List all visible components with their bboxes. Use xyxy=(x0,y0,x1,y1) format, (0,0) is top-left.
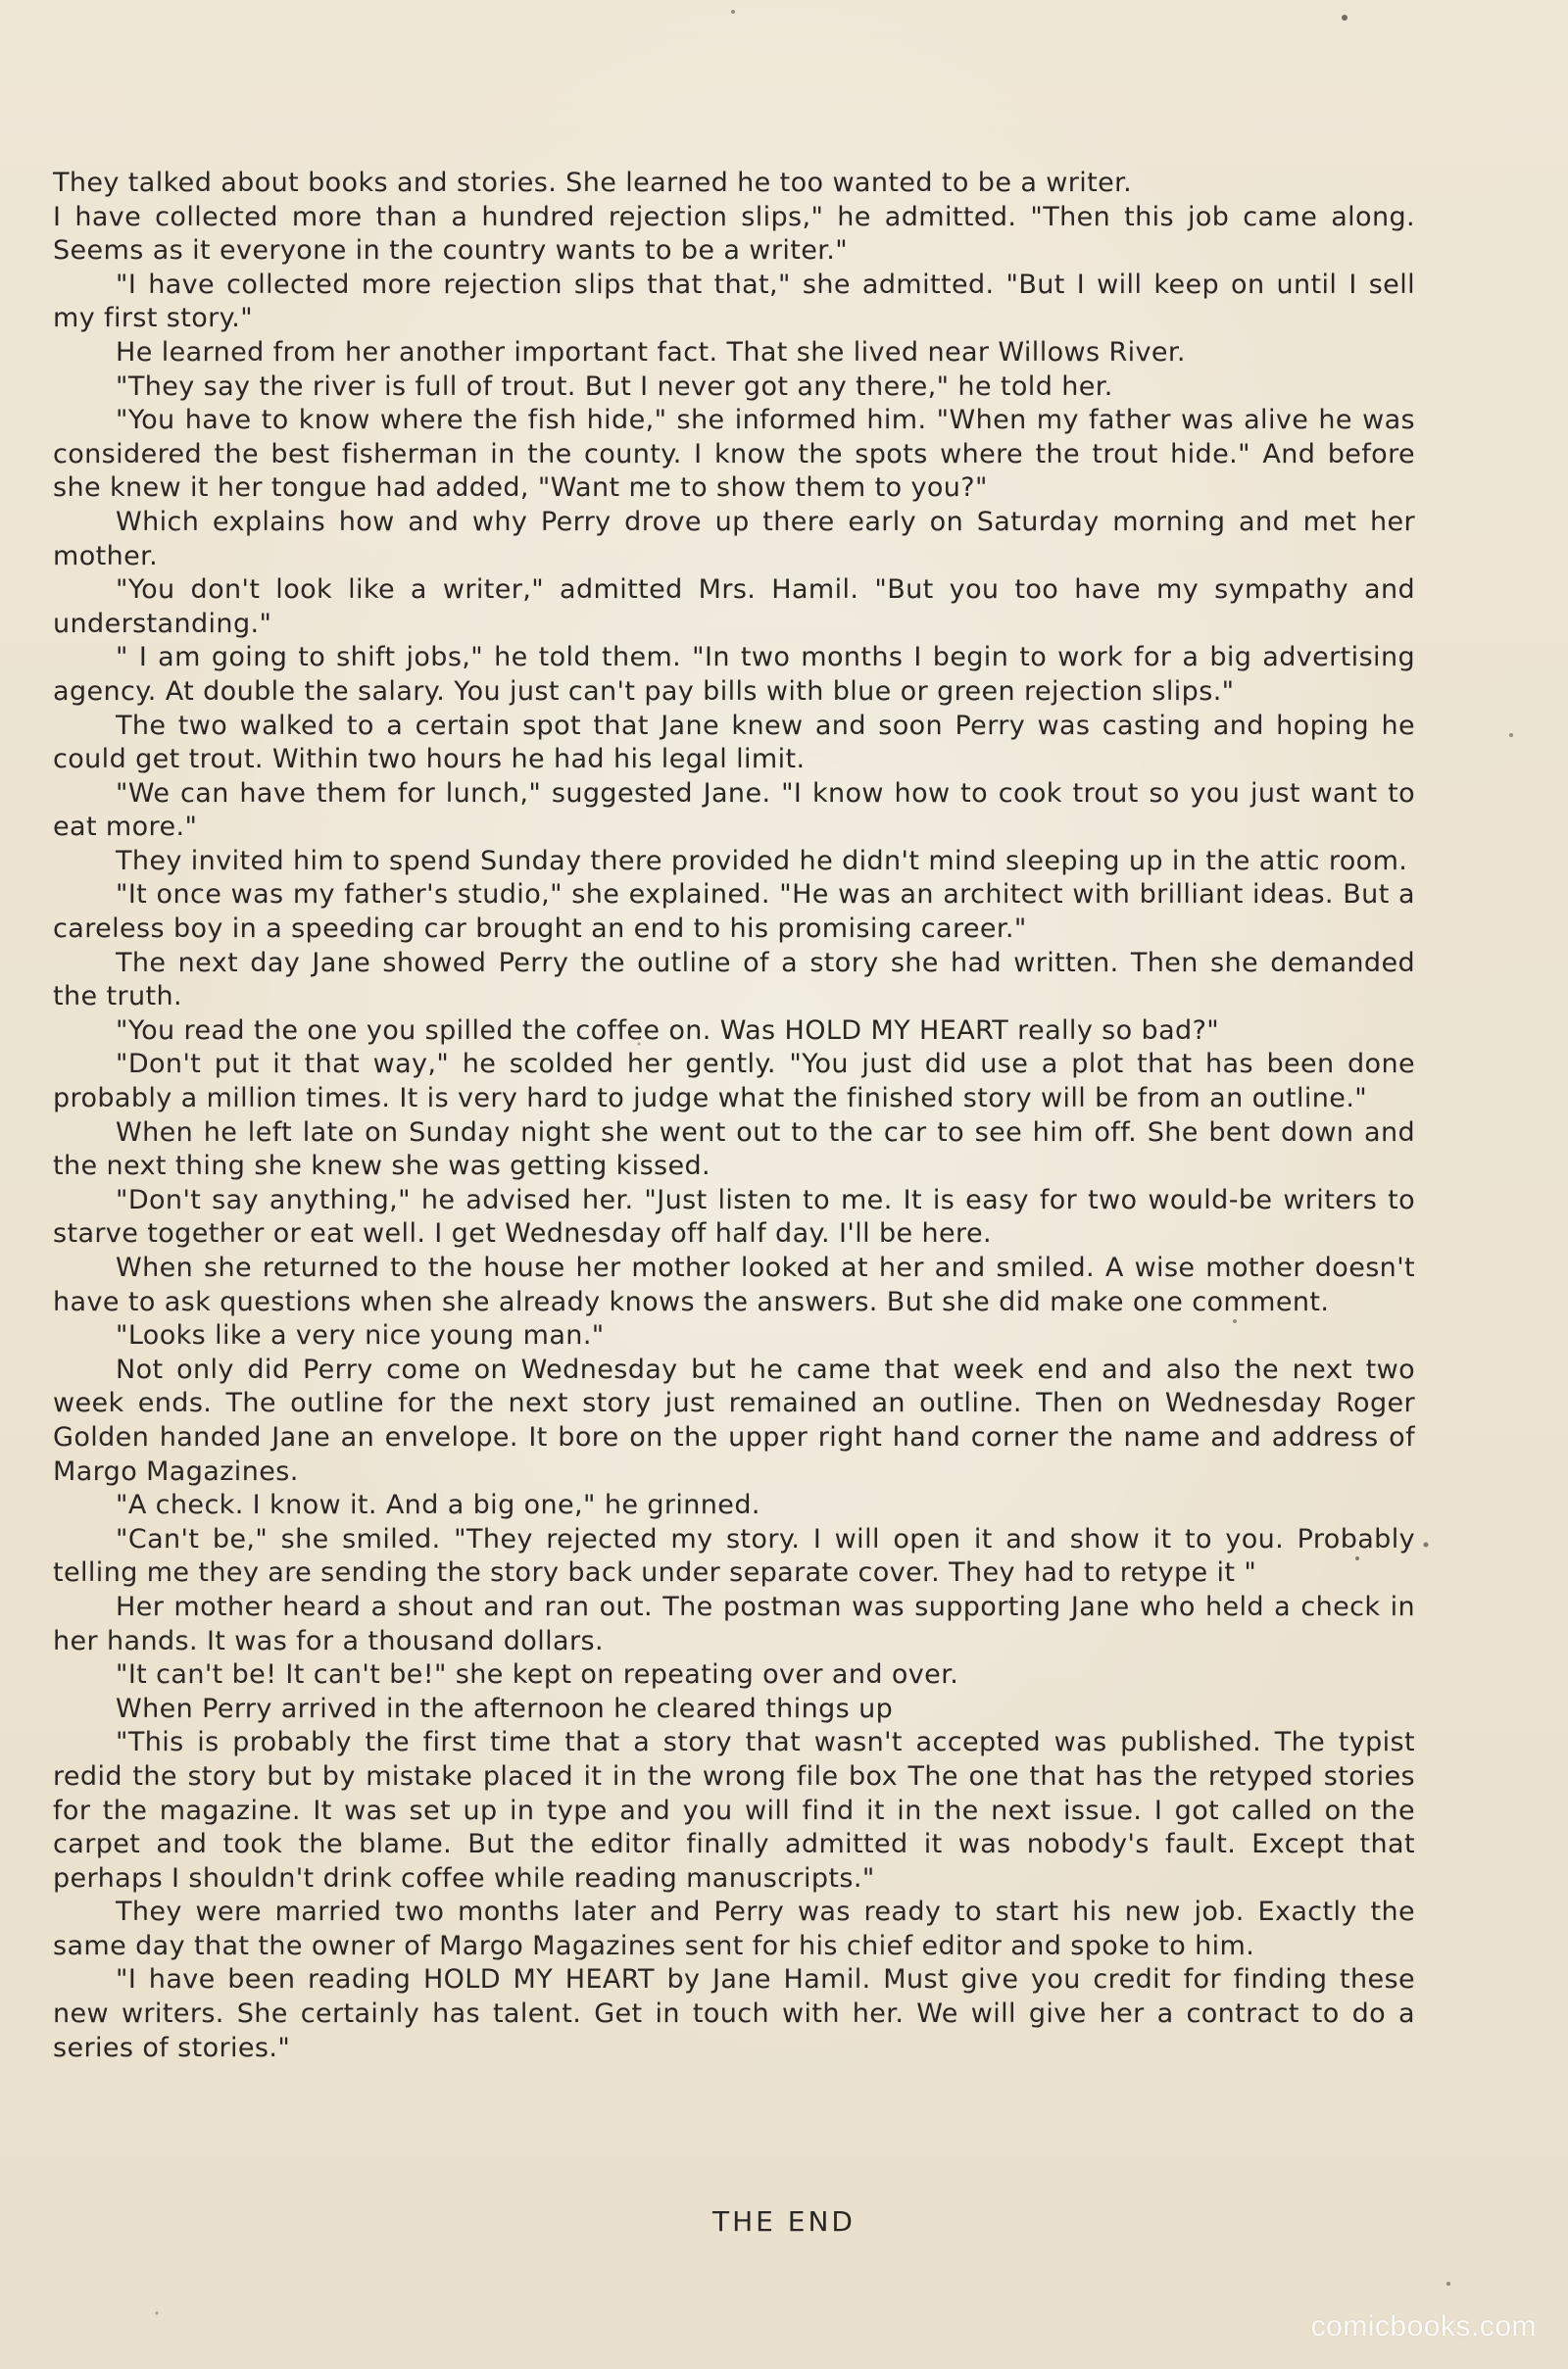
story-paragraph: They were married two months later and Perry was ready to start his new job. Exactly the same day that the owner of Margo Magazines sent for his chief editor and spoke to him. xyxy=(53,1897,1415,1961)
story-paragraph: They invited him to spend Sunday there provided he didn't mind sleeping up in the attic room. xyxy=(116,845,1408,876)
story-paragraph: Which explains how and why Perry drove up there early on Saturday morning and met her mother. xyxy=(53,506,1415,571)
story-paragraph: "We can have them for lunch," suggested Jane. "I know how to cook trout so you just want to eat more." xyxy=(53,777,1415,843)
story-paragraph: "It once was my father's studio," she explained. "He was an architect with brilliant ideas. But a careless boy in a speeding car brought an end to his promising career." xyxy=(53,879,1415,945)
story-paragraph: The two walked to a certain spot that Jane knew and soon Perry was casting and hoping he could get trout. Within two hours he had his legal limit. xyxy=(53,710,1415,775)
story-paragraph: He learned from her another important fact. That she lived near Willows River. xyxy=(116,336,1186,368)
story-paragraph: "Don't say anything," he advised her. "Just listen to me. It is easy for two would-be writers to starve together or eat well. I get Wednesday off half day. I'll be here. xyxy=(53,1184,1415,1250)
story-paragraph: "This is probably the first time that a story that wasn't accepted was published. The typist redid the story but by mistake placed it in the wrong file box The one that has the retyped stories for the magazine. It was set up in type and you will find it in the next issue. I got called on the carpet and took the blame. But the editor finally admitted it was nobody's fault. Except that perhaps I shouldn't drink coffee while reading manuscripts." xyxy=(53,1727,1415,1894)
story-paragraph: "Don't put it that way," he scolded her gently. "You just did use a plot that has been done probably a million times. It is very hard to judge what the finished story will be from an outline." xyxy=(53,1049,1415,1114)
story-paragraph: "They say the river is full of trout. But I never got any there," he told her. xyxy=(116,370,1113,402)
story-paragraph: "I have collected more rejection slips that that," she admitted. "But I will keep on until I sell my first story." xyxy=(53,269,1415,334)
story-paragraph: "A check. I know it. And a big one," he grinned. xyxy=(116,1490,760,1521)
the-end-label: THE END xyxy=(712,2205,856,2238)
story-paragraph: They talked about books and stories. She learned he too wanted to be a writer. xyxy=(53,168,1133,198)
story-paragraph: When he left late on Sunday night she went out to the car to see him off. She bent down and the next thing she knew she was getting kissed. xyxy=(53,1116,1415,1182)
story-paragraph: "It can't be! It can't be!" she kept on repeating over and over. xyxy=(116,1659,959,1691)
story-body xyxy=(53,167,1415,2065)
story-paragraph: I have collected more than a hundred rejection slips," he admitted. "Then this job came along. Seems as it everyone in the country wants to be a writer." xyxy=(53,201,1415,267)
story-paragraph: When she returned to the house her mother looked at her and smiled. A wise mother doesn't have to ask questions when she already knows the answers. But she did make one comment. xyxy=(53,1253,1415,1317)
story-paragraph: "You read the one you spilled the coffee on. Was HOLD MY HEART really so bad?" xyxy=(116,1014,1220,1046)
story-paragraph: The next day Jane showed Perry the outline of a story she had written. Then she demanded the truth. xyxy=(53,947,1415,1012)
story-paragraph: Her mother heard a shout and ran out. The postman was supporting Jane who held a check in her hands. It was for a thousand dollars. xyxy=(53,1591,1415,1656)
story-paragraph: When Perry arrived in the afternoon he cleared things up xyxy=(116,1693,894,1724)
story-paragraph: "I have been reading HOLD MY HEART by Jane Hamil. Must give you credit for finding these new writers. She certainly has talent. Get in touch with her. We will give her a contract to do a series of stories." xyxy=(53,1964,1415,2063)
story-paragraph: Not only did Perry come on Wednesday but he came that week end and also the next two week ends. The outline for the next story just remained an outline. Then on Wednesday Roger Golden handed Jane an envelope. It bore on the upper right hand corner the name and address of Margo Magazines. xyxy=(53,1354,1415,1487)
story-paragraph: "Can't be," she smiled. "They rejected my story. I will open it and show it to you. Probably telling me they are sending the story back under separate cover. They had to retype it " xyxy=(53,1523,1415,1589)
story-paragraph: "Looks like a very nice young man." xyxy=(116,1320,605,1352)
story-paragraph: "You have to know where the fish hide," she informed him. "When my father was alive he was considered the best fisherman in the county. I know the spots where the trout hide." And before she knew it her tongue had added, "Want me to show them to you?" xyxy=(53,405,1415,504)
story-paragraph: "You don't look like a writer," admitted Mrs. Hamil. "But you too have my sympathy and understanding." xyxy=(53,574,1415,639)
site-watermark: comicbooks.com xyxy=(1310,2310,1537,2343)
story-paragraph: " I am going to shift jobs," he told them. "In two months I begin to work for a big advertising agency. At double the salary. You just can't pay bills with blue or green rejection slips." xyxy=(53,642,1415,707)
